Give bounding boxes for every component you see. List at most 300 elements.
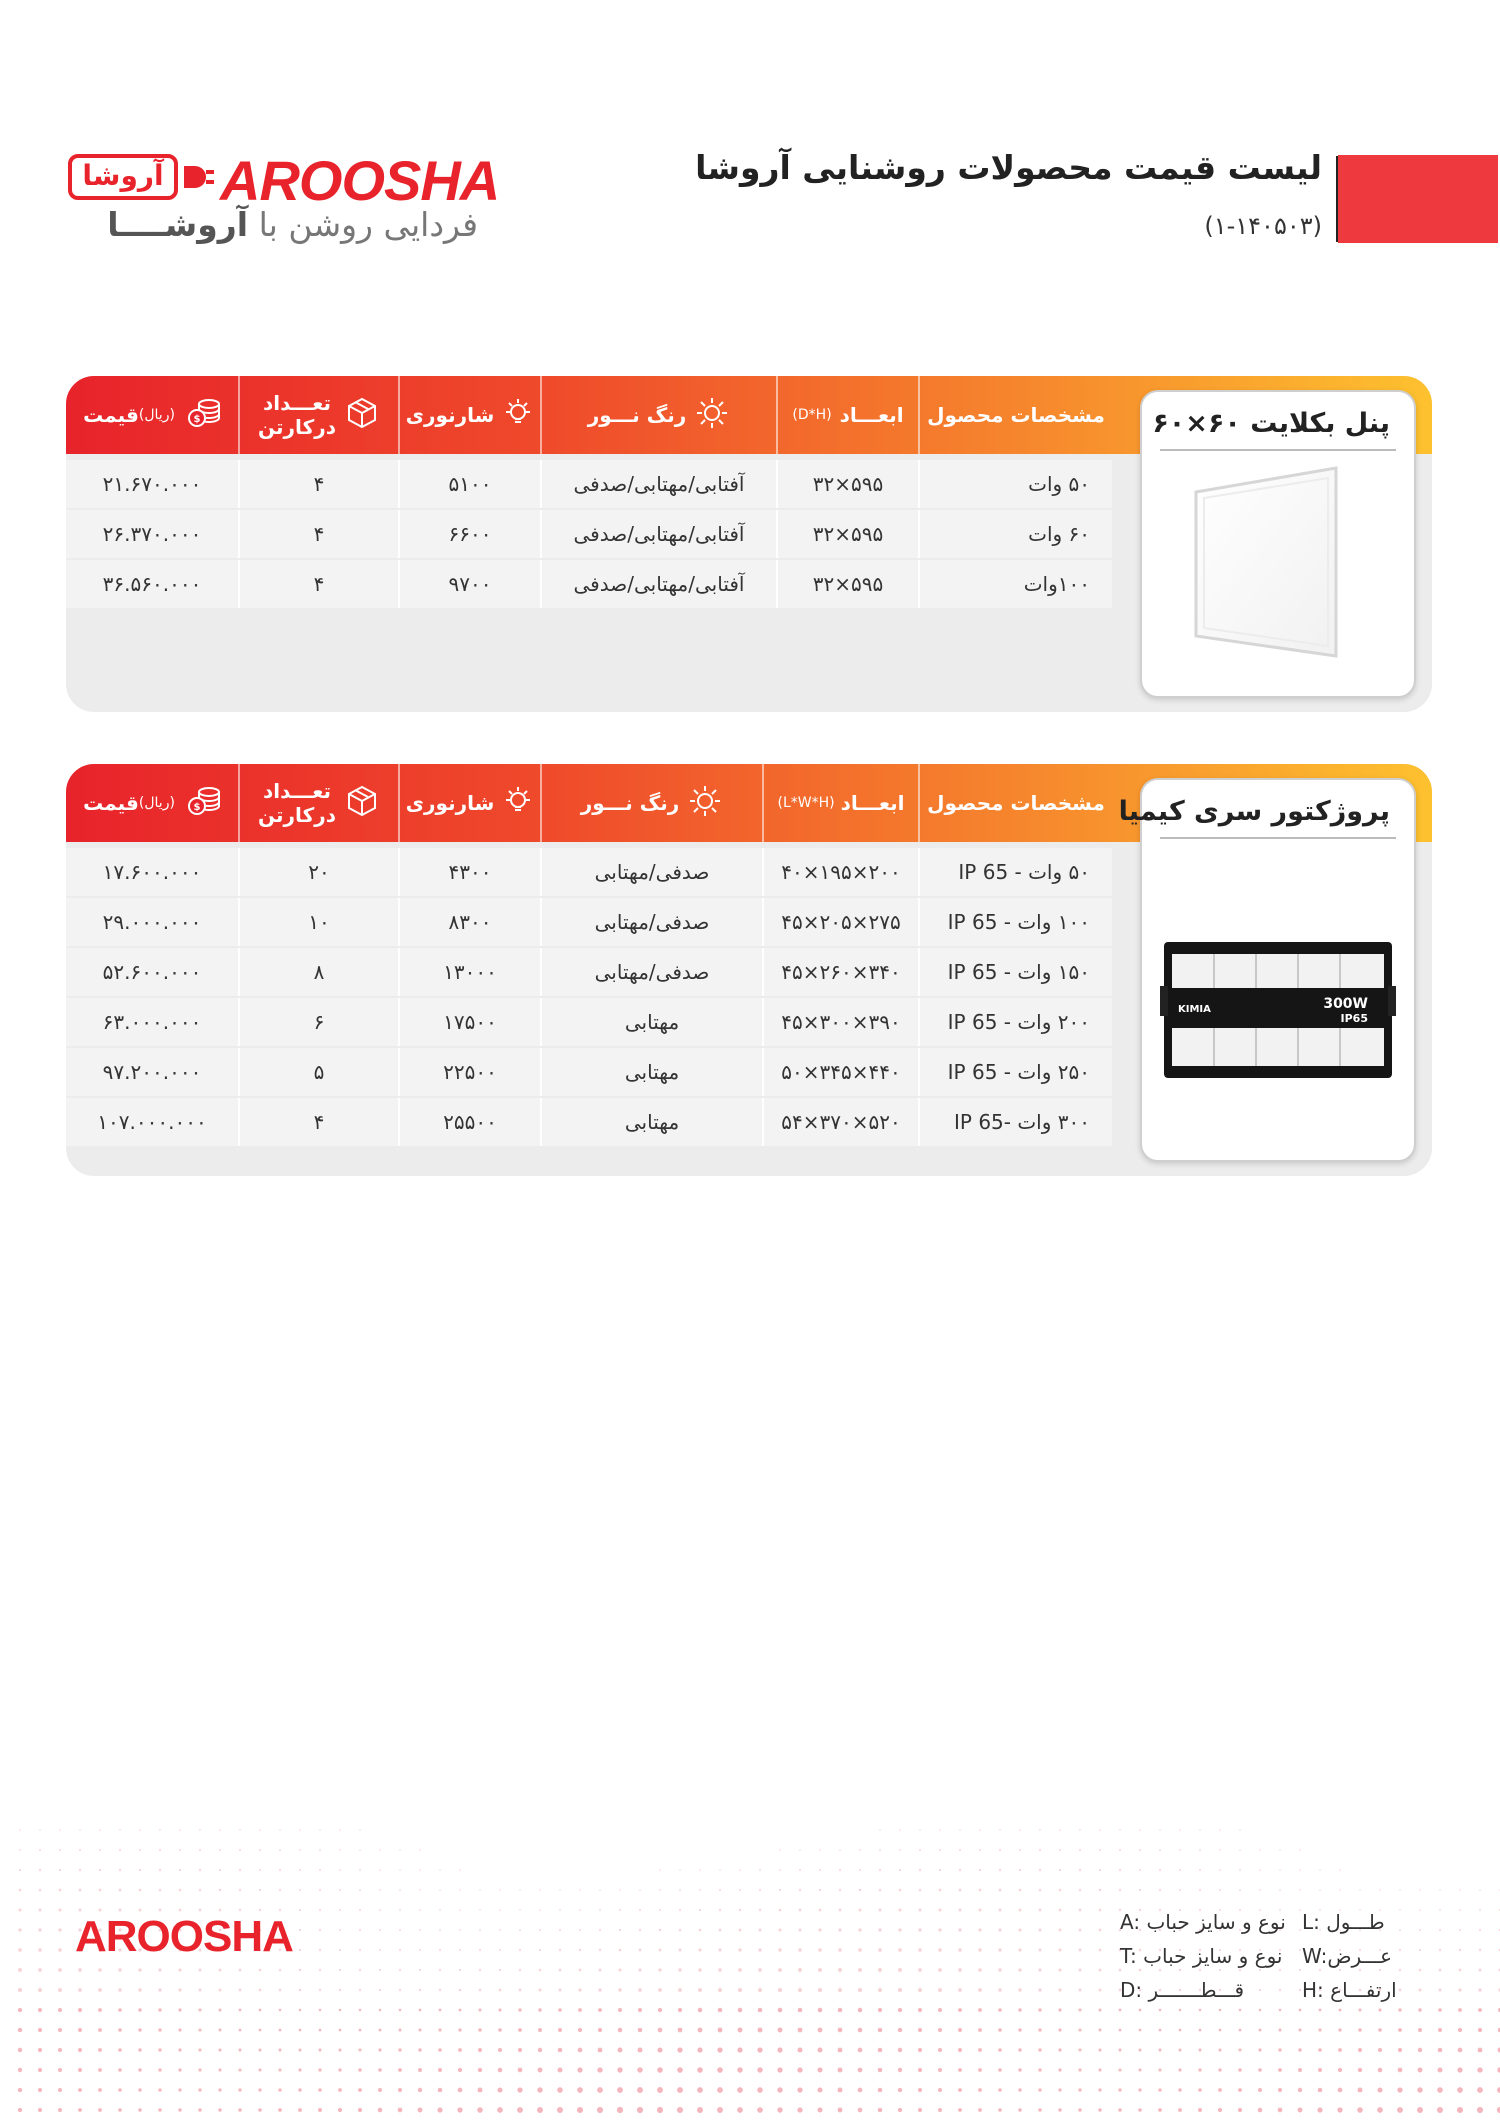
decor-dot <box>219 2009 222 2012</box>
light-color-cell: مهتابی <box>540 1098 762 1146</box>
decor-dot <box>759 1909 762 1912</box>
decor-dot <box>59 1849 61 1851</box>
decor-dot <box>1219 1889 1221 1891</box>
decor-dot <box>119 1869 121 1871</box>
price-cell: ۱۰۷.۰۰۰.۰۰۰ <box>66 1098 238 1146</box>
decor-dot <box>918 2068 922 2072</box>
decor-dot <box>1318 2068 1322 2072</box>
product-section-panel <box>66 376 1432 712</box>
decor-dot <box>899 1909 902 1912</box>
count-cell: ۴ <box>238 510 398 558</box>
decor-dot <box>858 2108 863 2113</box>
decor-dot <box>979 1849 981 1851</box>
decor-dot <box>1258 2048 1261 2051</box>
decor-dot <box>699 1929 702 1932</box>
decor-dot <box>359 1969 361 1971</box>
legend-key: D <box>1120 1978 1136 2002</box>
decor-dot <box>1259 1869 1261 1871</box>
decor-dot <box>299 1989 301 1991</box>
decor-dot <box>519 1989 522 1992</box>
decor-dot <box>998 2108 1002 2112</box>
decor-dot <box>179 1889 182 1892</box>
decor-dot <box>439 1909 441 1911</box>
decor-dot <box>537 2107 543 2113</box>
decor-dot <box>699 1889 701 1891</box>
legend-item <box>1302 1978 1397 2002</box>
decor-dot <box>98 2068 102 2072</box>
decor-dot <box>459 2009 462 2012</box>
decor-dot <box>1219 2009 1222 2012</box>
decor-dot <box>239 1889 241 1891</box>
decor-dot <box>797 2087 802 2092</box>
decor-dot <box>1279 1849 1280 1850</box>
decor-dot <box>399 1989 401 1991</box>
decor-dot <box>1058 2088 1061 2091</box>
decor-dot <box>399 2029 402 2032</box>
decor-dot <box>1439 1929 1441 1931</box>
decor-dot <box>358 2108 362 2112</box>
decor-dot <box>59 1909 62 1912</box>
decor-dot <box>737 2087 743 2093</box>
decor-dot <box>797 2067 802 2072</box>
decor-dot <box>498 2068 503 2073</box>
decor-dot <box>978 2068 982 2072</box>
decor-dot <box>1098 2068 1101 2071</box>
decor-dot <box>679 1949 682 1952</box>
decor-dot <box>478 2048 482 2052</box>
decor-dot <box>378 2108 383 2113</box>
decor-dot <box>1018 1988 1021 1991</box>
decor-dot <box>339 1989 341 1991</box>
legend-item <box>1302 1944 1392 1968</box>
decor-dot <box>537 2087 542 2092</box>
decor-dot <box>1178 2068 1181 2071</box>
decor-dot <box>518 2008 521 2011</box>
decor-dot <box>1099 2049 1102 2052</box>
decor-dot <box>59 1869 61 1871</box>
legend-label: : طـــول <box>1313 1910 1385 1934</box>
decor-dot <box>878 2108 882 2112</box>
decor-dot <box>578 2008 582 2012</box>
decor-dot <box>319 1909 321 1911</box>
decor-dot <box>99 1869 101 1871</box>
decor-dot <box>919 1909 922 1912</box>
decor-dot <box>998 1968 1001 1971</box>
decor-dot <box>98 2008 102 2012</box>
decor-dot <box>1018 2028 1021 2031</box>
decor-dot <box>459 1989 462 1992</box>
decor-dot <box>38 2008 42 2012</box>
decor-dot <box>1099 1969 1102 1972</box>
col-spec <box>918 376 1112 454</box>
price-unit: (ریال) <box>138 795 175 811</box>
decor-dot <box>1318 2048 1322 2052</box>
product-name: پنل بکلایت ۶۰×۶۰ <box>1160 408 1396 451</box>
decor-dot <box>1338 2028 1341 2031</box>
decor-dot <box>1259 2029 1262 2032</box>
decor-dot <box>359 1929 361 1931</box>
decor-dot <box>379 1929 381 1931</box>
decor-dot <box>1038 1948 1041 1951</box>
table-row <box>66 510 1112 558</box>
decor-dot <box>1159 2009 1162 2012</box>
decor-dot <box>519 1929 521 1931</box>
decor-dot <box>399 2009 402 2012</box>
decor-dot <box>558 2028 562 2032</box>
decor-dot <box>618 2028 622 2032</box>
decor-dot <box>118 2108 122 2112</box>
decor-dot <box>737 2107 743 2113</box>
decor-dot <box>479 1989 482 1992</box>
dims-unit: (D*H) <box>792 407 832 423</box>
decor-dot <box>858 2048 863 2053</box>
decor-dot <box>1179 1849 1181 1851</box>
decor-dot <box>78 2028 82 2032</box>
decor-dot <box>459 1889 461 1891</box>
svg-text:$: $ <box>193 801 201 813</box>
decor-dot <box>799 1889 801 1891</box>
decor-dot <box>419 1989 421 1991</box>
decor-dot <box>437 2107 442 2112</box>
decor-dot <box>798 1928 801 1931</box>
decor-dot <box>359 2029 362 2032</box>
decor-dot <box>18 2048 22 2052</box>
decor-dot <box>1079 1889 1081 1891</box>
decor-dot <box>99 1849 101 1851</box>
decor-dot <box>1018 1948 1021 1951</box>
decor-dot <box>1239 1829 1240 1830</box>
decor-dot <box>459 1869 460 1870</box>
decor-dot <box>358 2068 361 2071</box>
decor-dot <box>78 2068 82 2072</box>
decor-dot <box>1099 1849 1101 1851</box>
decor-dot <box>179 1849 181 1851</box>
decor-dot <box>1018 2008 1021 2011</box>
decor-dot <box>1218 2088 1222 2092</box>
decor-dot <box>259 1969 262 1972</box>
decor-dot <box>418 2088 422 2092</box>
legend-label: : نوع و سایز حباب <box>1133 1910 1286 1934</box>
decor-dot <box>518 2068 523 2073</box>
decor-dot <box>1058 2008 1061 2011</box>
decor-dot <box>78 2048 82 2052</box>
decor-dot <box>1298 2088 1302 2092</box>
decor-dot <box>1358 2068 1362 2072</box>
decor-dot <box>457 2107 462 2112</box>
panel-light-image <box>1190 466 1342 660</box>
decor-dot <box>738 1948 741 1951</box>
lumen-cell: ۹۷۰۰ <box>398 560 540 608</box>
decor-dot <box>379 1909 381 1911</box>
price-cell: ۶۳.۰۰۰.۰۰۰ <box>66 998 238 1046</box>
decor-dot <box>1079 1929 1082 1932</box>
decor-dot <box>1179 2029 1182 2032</box>
decor-dot <box>639 1909 641 1911</box>
decor-dot <box>619 1949 622 1952</box>
decor-dot <box>758 2008 763 2013</box>
decor-dot <box>1418 2008 1421 2011</box>
decor-dot <box>499 1909 501 1911</box>
decor-dot <box>439 1949 441 1951</box>
decor-dot <box>1118 2088 1121 2091</box>
decor-dot <box>938 2008 942 2012</box>
spec-cell: ۲۵۰ وات - IP 65 <box>918 1048 1112 1096</box>
decor-dot <box>718 1988 722 1992</box>
decor-dot <box>597 2087 603 2093</box>
decor-dot <box>339 1949 341 1951</box>
decor-dot <box>958 1948 961 1951</box>
decor-dot <box>259 1829 261 1831</box>
decor-dot <box>998 2048 1002 2052</box>
decor-dot <box>399 1949 401 1951</box>
decor-dot <box>598 1988 601 1991</box>
decor-dot <box>657 2087 663 2093</box>
table-row <box>66 848 1112 896</box>
decor-dot <box>918 1988 922 1992</box>
decor-dot <box>1459 1949 1461 1951</box>
decor-dot <box>497 2107 503 2113</box>
decor-dot <box>1479 1949 1482 1952</box>
decor-dot <box>498 2028 502 2032</box>
decor-dot <box>1118 2068 1121 2071</box>
decor-dot <box>1358 2088 1363 2093</box>
decor-dot <box>339 2009 342 2012</box>
decor-dot <box>618 2008 622 2012</box>
count-cell: ۴ <box>238 1098 398 1146</box>
decor-dot <box>299 1849 301 1851</box>
light-color-cell: آفتابی/مهتابی/صدفی <box>540 560 776 608</box>
decor-dot <box>1138 2068 1141 2071</box>
decor-dot <box>519 1909 521 1911</box>
decor-dot <box>259 1989 262 1992</box>
decor-dot <box>1019 1909 1022 1912</box>
decor-dot <box>1059 1889 1062 1892</box>
table-row <box>66 1048 1112 1096</box>
decor-dot <box>659 1869 660 1870</box>
decor-dot <box>777 2067 782 2072</box>
decor-dot <box>739 1889 741 1891</box>
decor-dot <box>1038 1988 1041 1991</box>
decor-dot <box>199 1829 201 1831</box>
decor-dot <box>1398 2068 1403 2073</box>
decor-dot <box>958 2068 962 2072</box>
decor-dot <box>1417 2087 1422 2092</box>
decor-dot <box>1039 1869 1041 1871</box>
decor-dot <box>878 1968 882 1972</box>
decor-dot <box>659 1909 661 1911</box>
lumen-label: شارنوری <box>405 791 495 815</box>
decor-dot <box>219 2049 222 2052</box>
decor-dot <box>1399 1929 1401 1931</box>
decor-dot <box>418 2048 421 2051</box>
decor-dot <box>898 2068 902 2072</box>
decor-dot <box>1119 1849 1121 1851</box>
decor-dot <box>918 2108 922 2112</box>
spec-cell: ۵۰ وات <box>918 460 1112 508</box>
decor-dot <box>1138 2108 1142 2112</box>
decor-dot <box>999 1889 1002 1892</box>
decor-dot <box>39 1889 42 1892</box>
decor-dot <box>719 1909 721 1911</box>
decor-dot <box>959 1829 961 1831</box>
decor-dot <box>459 1909 461 1911</box>
decor-dot <box>1238 2108 1242 2112</box>
decor-dot <box>998 2008 1002 2012</box>
decor-dot <box>158 2048 161 2051</box>
decor-dot <box>359 2009 362 2012</box>
decor-dot <box>599 1909 601 1911</box>
decor-dot <box>1219 1969 1221 1971</box>
lightbulb-icon <box>502 785 534 822</box>
decor-dot <box>819 1889 821 1891</box>
decor-dot <box>359 1849 361 1851</box>
decor-dot <box>1318 2088 1323 2093</box>
decor-dot <box>339 2049 342 2052</box>
decor-dot <box>838 1928 841 1931</box>
decor-dot <box>198 2028 201 2031</box>
decor-dot <box>1218 2068 1221 2071</box>
decor-dot <box>1219 1829 1220 1830</box>
decor-dot <box>637 2047 642 2052</box>
decor-dot <box>398 2108 403 2113</box>
decor-dot <box>259 2009 262 2012</box>
decor-dot <box>1299 1929 1301 1931</box>
dims-cell: ۵۹۵×۳۲ <box>776 510 918 558</box>
decor-dot <box>978 1968 982 1972</box>
decor-dot <box>1359 1889 1361 1891</box>
decor-dot <box>938 2068 942 2072</box>
decor-dot <box>458 2048 462 2052</box>
decor-dot <box>1299 1969 1301 1971</box>
decor-dot <box>599 1889 601 1891</box>
decor-dot <box>639 1889 641 1891</box>
decor-dot <box>1239 1849 1241 1851</box>
decor-dot <box>539 1909 541 1911</box>
decor-dot <box>1298 2108 1303 2113</box>
decor-dot <box>497 2087 502 2092</box>
decor-dot <box>279 1989 282 1992</box>
decor-dot <box>299 2009 302 2012</box>
decor-dot <box>339 1889 341 1891</box>
decor-dot <box>478 2028 481 2031</box>
decor-dot <box>1299 1989 1301 1991</box>
count-label-2: درکارتن <box>258 803 336 827</box>
decor-dot <box>1459 1909 1461 1911</box>
price-cell: ۱۷.۶۰۰.۰۰۰ <box>66 848 238 896</box>
decor-dot <box>1478 2008 1482 2012</box>
decor-dot <box>438 2028 441 2031</box>
dims-cell: ۴۴۰×۳۴۵×۵۰ <box>762 1048 918 1096</box>
decor-dot <box>1399 1889 1400 1890</box>
decor-dot <box>1038 2108 1041 2111</box>
decor-dot <box>1198 2088 1202 2092</box>
decor-dot <box>978 2028 982 2032</box>
decor-dot <box>278 2108 282 2112</box>
decor-dot <box>238 2108 242 2112</box>
decor-dot <box>1038 2048 1041 2051</box>
lumen-label: شارنوری <box>405 403 495 427</box>
decor-dot <box>239 2049 242 2052</box>
decor-dot <box>998 2088 1002 2092</box>
decor-dot <box>1399 1969 1401 1971</box>
decor-dot <box>419 1849 420 1850</box>
decor-dot <box>319 1889 321 1891</box>
decor-dot <box>477 2107 483 2113</box>
decor-dot <box>1239 1869 1241 1871</box>
decor-dot <box>479 2009 482 2012</box>
decor-dot <box>679 1869 680 1870</box>
decor-dot <box>619 1909 621 1911</box>
decor-dot <box>819 1849 821 1851</box>
floodlight-ip-text: IP65 <box>1340 1012 1368 1025</box>
decor-dot <box>879 1909 882 1912</box>
decor-dot <box>178 2108 181 2111</box>
decor-dot <box>78 2088 82 2092</box>
decor-dot <box>279 2009 282 2012</box>
decor-dot <box>219 1829 221 1831</box>
decor-dot <box>878 1988 882 1992</box>
decor-dot <box>138 2108 142 2112</box>
decor-dot <box>258 2108 262 2112</box>
count-cell: ۸ <box>238 948 398 996</box>
decor-dot <box>978 2008 982 2012</box>
decor-dot <box>1397 2087 1402 2092</box>
decor-dot <box>118 2068 122 2072</box>
decor-dot <box>838 2028 843 2033</box>
decor-dot <box>538 2048 542 2052</box>
decor-dot <box>879 1869 881 1871</box>
decor-dot <box>1119 2049 1122 2052</box>
decor-dot <box>798 1968 802 1972</box>
decor-dot <box>158 2088 161 2091</box>
light-color-cell: مهتابی <box>540 1048 762 1096</box>
decor-dot <box>758 2028 763 2033</box>
decor-dot <box>557 2087 563 2093</box>
decor-dot <box>1079 1909 1082 1912</box>
decor-dot <box>1079 1829 1081 1831</box>
decor-dot <box>259 1869 261 1871</box>
decor-dot <box>178 1988 181 1991</box>
decor-dot <box>1179 1889 1181 1891</box>
decor-dot <box>858 1928 861 1931</box>
decor-dot <box>1099 1949 1102 1952</box>
decor-dot <box>239 1869 241 1871</box>
decor-dot <box>1058 2108 1061 2111</box>
decor-dot <box>19 1849 21 1851</box>
decor-dot <box>239 1989 242 1992</box>
decor-dot <box>458 2088 463 2093</box>
decor-dot <box>1459 1969 1462 1972</box>
decor-dot <box>1018 2108 1022 2112</box>
decor-dot <box>599 1949 601 1951</box>
decor-dot <box>1357 2107 1363 2113</box>
decor-dot <box>499 1949 501 1951</box>
decor-dot <box>1378 2008 1381 2011</box>
decor-dot <box>179 1869 181 1871</box>
decor-dot <box>338 2068 341 2071</box>
decor-dot <box>359 1949 361 1951</box>
decor-dot <box>358 2088 362 2092</box>
decor-dot <box>1078 2108 1081 2111</box>
product-section-projector <box>66 764 1432 1176</box>
decor-dot <box>279 1969 282 1972</box>
decor-dot <box>1337 2107 1342 2112</box>
decor-dot <box>139 1849 141 1851</box>
decor-dot <box>378 2068 382 2072</box>
logo-english: AROOSHA <box>220 149 500 212</box>
price-list-code: (۱-۱۴۰۵۰۳) <box>1204 212 1322 240</box>
decor-dot <box>619 1889 621 1891</box>
